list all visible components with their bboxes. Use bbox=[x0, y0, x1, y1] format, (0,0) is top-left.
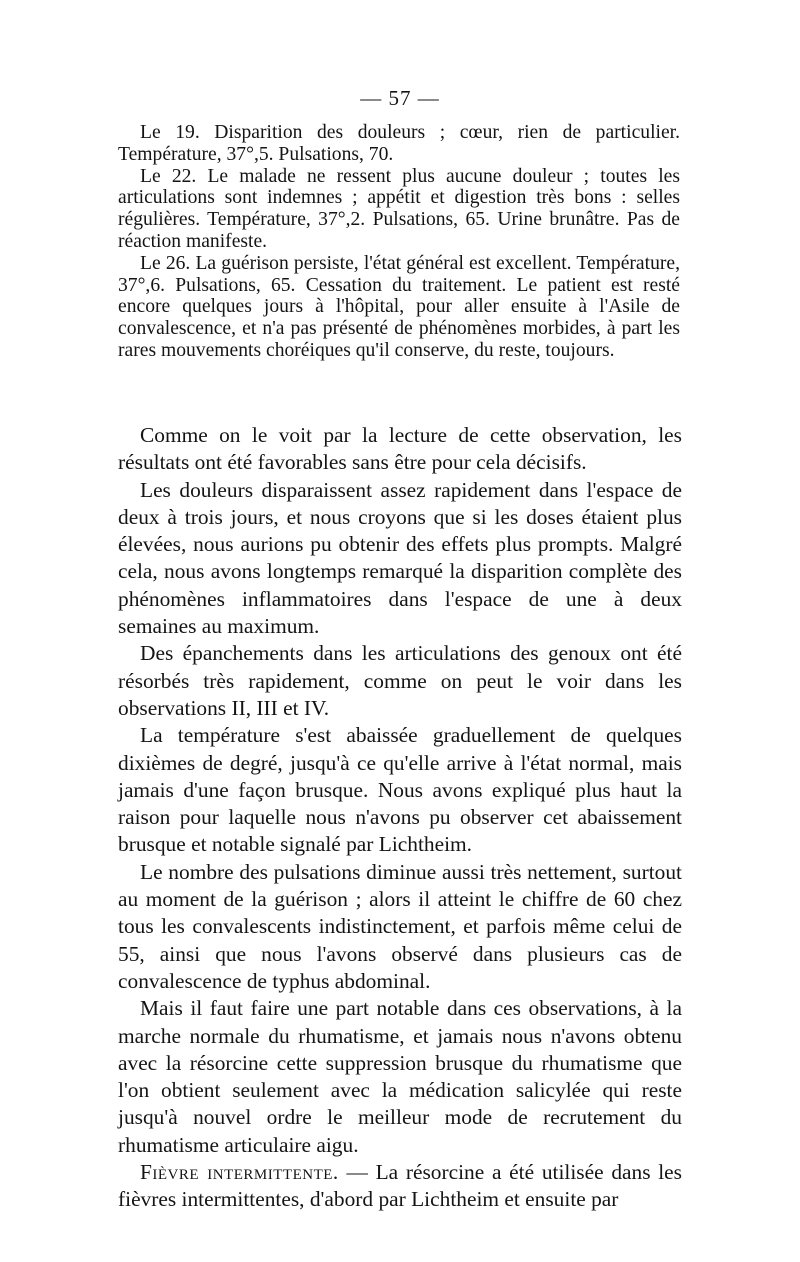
note-paragraph: Le 22. Le malade ne ressent plus aucune douleur ; toutes les articulations sont indemnes ; appétit et digestion très bons : selles régulières. Température, 37°,2. Pulsations, 65. Urine brunâtre. Pas de réaction manifeste. bbox=[118, 165, 680, 252]
body-paragraph: Le nombre des pulsations diminue aussi très nettement, surtout au moment de la guérison ; alors il atteint le chiffre de 60 chez tous les convalescents indistinctement, et parfois même celui de 55, ainsi que nous l'avons observé dans plusieurs cas de convalescence de typhus abdominal. bbox=[118, 859, 682, 993]
body-paragraph: Des épanchements dans les articulations des genoux ont été résorbés très rapidement, comme on peut le voir dans les observations II, III et IV. bbox=[118, 641, 682, 720]
main-text bbox=[118, 422, 682, 1214]
note-paragraph: Le 19. Disparition des douleurs ; cœur, rien de particulier. Température, 37°,5. Pulsations, 70. bbox=[118, 122, 680, 165]
note-paragraph: Le 26. La guérison persiste, l'état général est excellent. Température, 37°,6. Pulsations, 65. Cessation du traitement. Le patient est resté encore quelques jours à l'hôpital, pour aller ensuite à l'Asile de convalescence, et n'a pas présenté de phénomènes morbides, à part les rares mouvements choréiques qu'il conserve, du reste, toujours. bbox=[118, 252, 680, 361]
body-paragraph: Mais il faut faire une part notable dans ces observations, à la marche normale du rhumatisme, et jamais nous n'avons obtenu avec la résorcine cette suppression brusque du rhumatisme que l'on obtient seulement avec la médication salicylée qui reste jusqu'à nouvel ordre le meilleur mode de recrutement du rhumatisme articulaire aigu. bbox=[118, 996, 682, 1157]
body-paragraph: Comme on le voit par la lecture de cette observation, les résultats ont été favorables sans être pour cela décisifs. bbox=[118, 423, 682, 475]
body-paragraph: Les douleurs disparaissent assez rapidement dans l'espace de deux à trois jours, et nous croyons que si les doses étaient plus élevées, nous aurions pu obtenir des effets plus prompts. Malgré cela, nous avons longtemps remarqué la disparition complète des phénomènes inflammatoires dans l'espace de une à deux semaines au maximum. bbox=[118, 477, 682, 639]
page-number: — 57 — bbox=[360, 86, 440, 110]
body-paragraph: La température s'est abaissée graduellement de quelques dixièmes de degré, jusqu'à ce qu'elle arrive à l'état normal, mais jamais d'une façon brusque. Nous avons expliqué plus haut la raison pour laquelle nous n'avons pu observer cet abaissement brusque et notable signalé par Lichtheim. bbox=[118, 723, 682, 857]
section-heading: Fièvre intermittente. bbox=[140, 1160, 339, 1185]
observation-notes bbox=[118, 122, 680, 362]
section-paragraph bbox=[118, 1159, 682, 1214]
section-text: — La résorcine a été utilisée dans les fièvres intermittentes, d'abord par Lichtheim et ensuite par bbox=[118, 1160, 683, 1212]
